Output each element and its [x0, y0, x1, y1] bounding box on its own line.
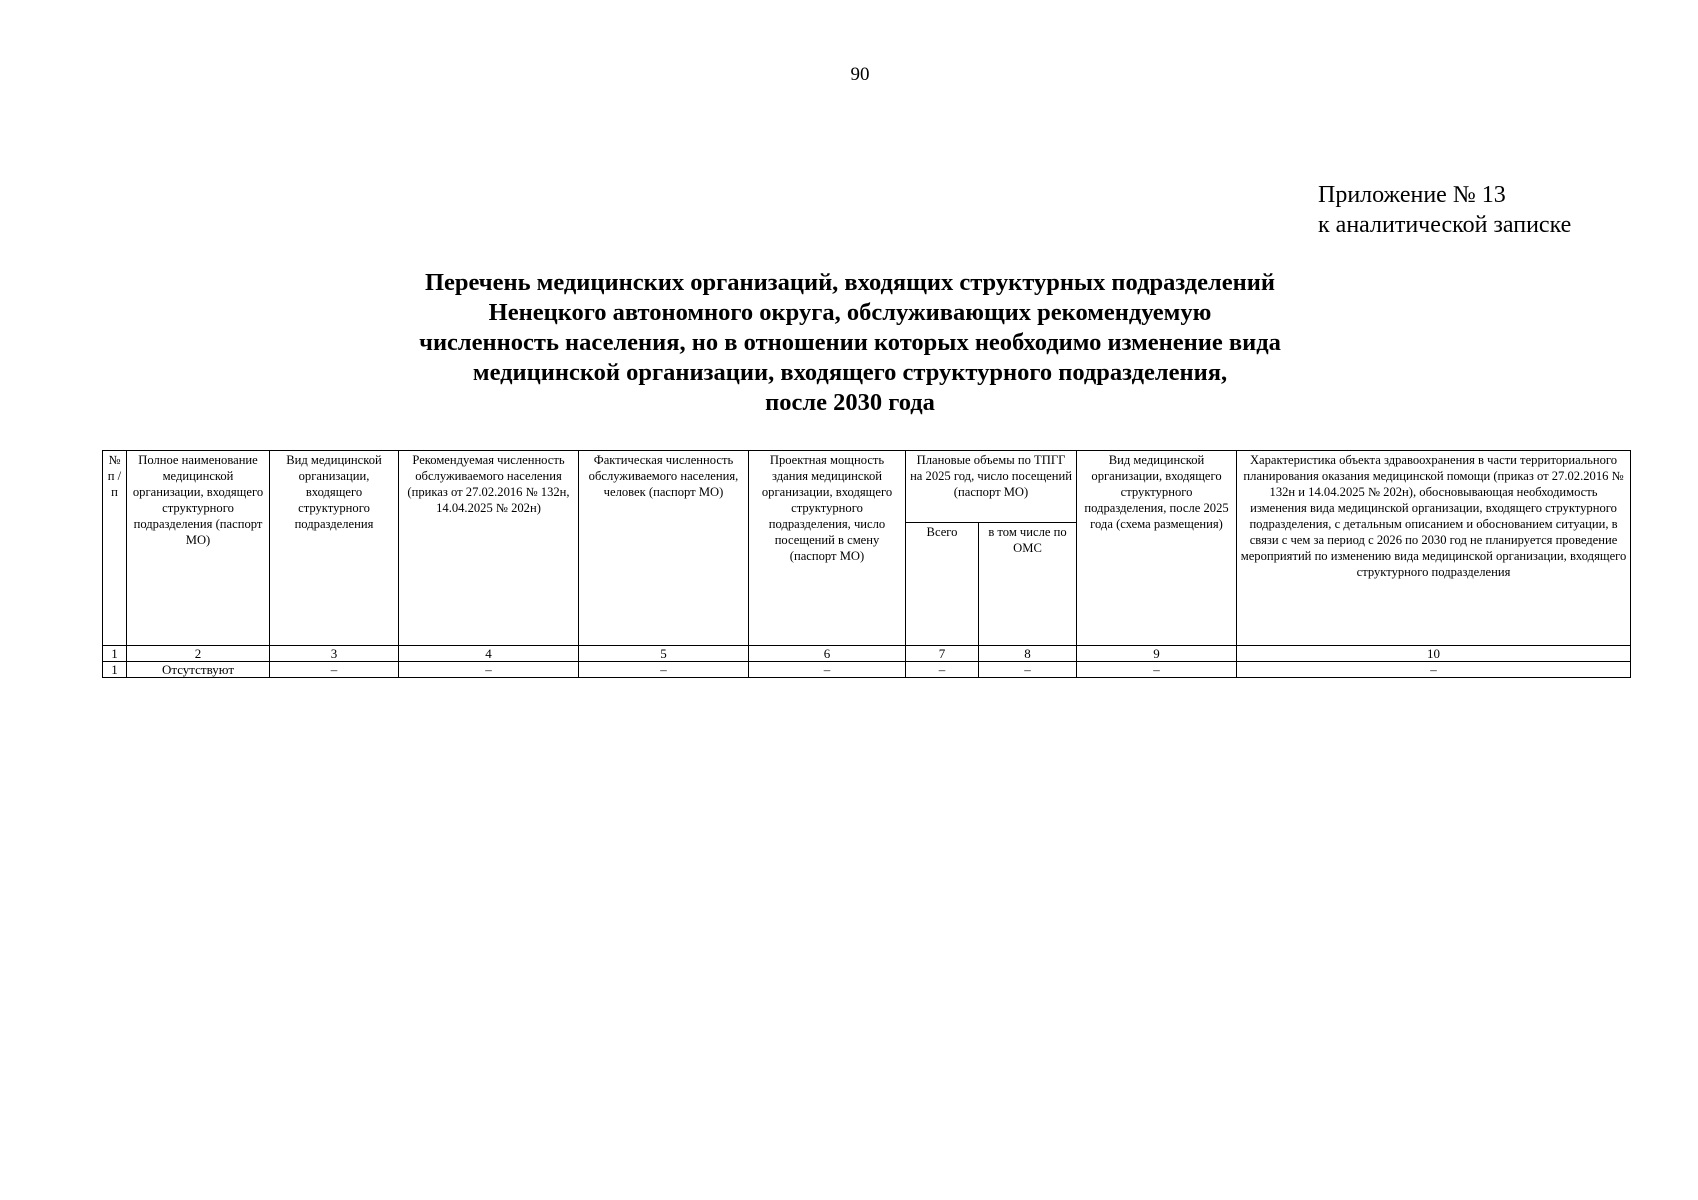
table-cell: – — [399, 662, 579, 678]
column-number: 6 — [749, 646, 906, 662]
table-cell: – — [1237, 662, 1631, 678]
table-cell: – — [1077, 662, 1237, 678]
column-number: 8 — [979, 646, 1077, 662]
header-planned-volumes: Плановые объемы по ТПГГ на 2025 год, число посещений (паспорт МО) — [906, 451, 1077, 523]
header-total: Всего — [906, 523, 979, 646]
table-cell: – — [270, 662, 399, 678]
header-org-type: Вид медицинской организации, входящего структурного подразделения — [270, 451, 399, 646]
table-cell: 1 — [103, 662, 127, 678]
table-cell: – — [979, 662, 1077, 678]
table-cell: Отсутствуют — [127, 662, 270, 678]
table-cell: – — [906, 662, 979, 678]
header-recommended-population: Рекомендуемая численность обслуживаемого населения (приказ от 27.02.2016 № 132н, 14.04.2025 № 202н) — [399, 451, 579, 646]
title-line-3: численность населения, но в отношении которых необходимо изменение вида — [419, 329, 1281, 356]
column-number: 5 — [579, 646, 749, 662]
column-number-row — [103, 646, 1631, 662]
header-full-name: Полное наименование медицинской организации, входящего структурного подразделения (паспорт МО) — [127, 451, 270, 646]
appendix-line-2: к аналитической записке — [1318, 212, 1572, 238]
header-characteristic: Характеристика объекта здравоохранения в части территориального планирования оказания медицинской помощи (приказ от 27.02.2016 № 132н и 14.04.2025 № 202н), обосновывающая необходимость изменения вида медицинской организации, входящего структурного подразделения, с детальным описанием и обоснованием ситуации, в связи с чем за период с 2026 по 2030 год не планируется проведение мероприятий по изменению вида медицинской организации, входящего структурного подразделения — [1237, 451, 1631, 646]
title-line-2: Ненецкого автономного округа, обслуживающих рекомендуемую — [488, 299, 1212, 326]
table-cell: – — [579, 662, 749, 678]
header-org-type-after-2025: Вид медицинской организации, входящего структурного подразделения, после 2025 года (схема размещения) — [1077, 451, 1237, 646]
column-number: 4 — [399, 646, 579, 662]
table-cell: – — [749, 662, 906, 678]
page-number: 90 — [850, 64, 870, 85]
table-row — [103, 662, 1631, 678]
column-number: 7 — [906, 646, 979, 662]
document-title — [370, 268, 1330, 418]
column-number: 1 — [103, 646, 127, 662]
table-header-row — [103, 451, 1631, 523]
registry-table — [102, 450, 1631, 678]
appendix-line-1: Приложение № 13 — [1318, 182, 1506, 208]
header-actual-population: Фактическая численность обслуживаемого населения, человек (паспорт МО) — [579, 451, 749, 646]
title-line-4: медицинской организации, входящего структурного подразделения, — [472, 359, 1228, 386]
header-number: № п / п — [103, 451, 127, 646]
column-number: 3 — [270, 646, 399, 662]
header-including-oms: в том числе по ОМС — [979, 523, 1077, 646]
title-line-5: после 2030 года — [765, 389, 935, 416]
column-number: 10 — [1237, 646, 1631, 662]
column-number: 2 — [127, 646, 270, 662]
header-design-capacity: Проектная мощность здания медицинской организации, входящего структурного подразделения, число посещений в смену (паспорт МО) — [749, 451, 906, 646]
title-line-1: Перечень медицинских организаций, входящих структурных подразделений — [424, 269, 1276, 296]
appendix-note — [1318, 180, 1571, 240]
column-number: 9 — [1077, 646, 1237, 662]
